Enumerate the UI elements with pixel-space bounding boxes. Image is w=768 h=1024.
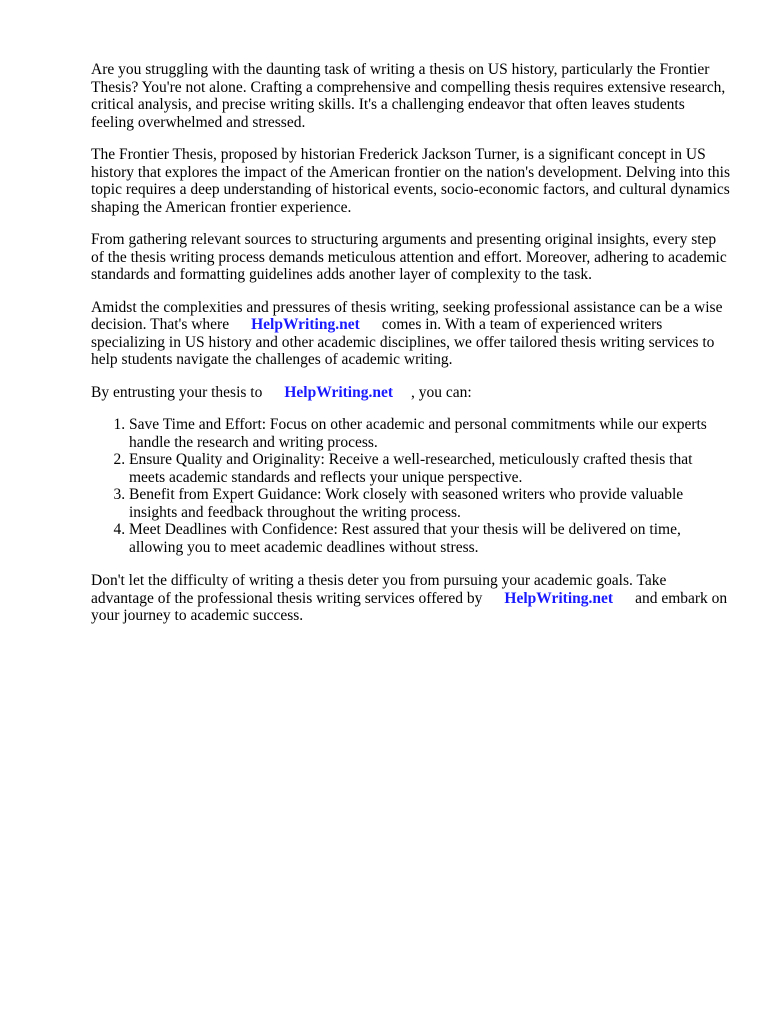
closing-text-after: and embark on your journey to academic success. [91, 589, 728, 624]
helpwriting-link[interactable]: HelpWriting.net [251, 316, 360, 333]
benefit-item: 2. Ensure Quality and Originality: Receive a well-researched, meticulously crafted thesis that meets academic standards and reflects your unique perspective. [129, 451, 731, 486]
assistance-text-after: comes in. With a team of experienced writers specializing in US history and other academic disciplines, we offer tailored thesis writing services to help students navigate the challenges of academic writing. [91, 316, 715, 368]
entrust-text-before: By entrusting your thesis to [91, 383, 263, 401]
closing-paragraph [91, 572, 731, 625]
document-body [91, 61, 731, 640]
entrust-text-after: , you can: [411, 383, 472, 401]
intro-paragraph: Are you struggling with the daunting task of writing a thesis on US history, particularly the Frontier Thesis? You're not alone. Crafting a comprehensive and compelling thesis requires extensive research, critical analysis, and precise writing skills. It's a challenging endeavor that often leaves students feeling overwhelmed and stressed. [91, 61, 726, 131]
benefit-item: 4. Meet Deadlines with Confidence: Rest assured that your thesis will be delivered on time, allowing you to meet academic deadlines without stress. [129, 521, 731, 556]
assistance-paragraph [91, 299, 731, 369]
frontier-thesis-paragraph: The Frontier Thesis, proposed by historian Frederick Jackson Turner, is a significant concept in US history that explores the impact of the American frontier on the nation's development. Delving into this topic requires a deep understanding of historical events, socio-economic factors, and cultural dynamics shaping the American frontier experience. [91, 146, 731, 216]
process-paragraph: From gathering relevant sources to structuring arguments and presenting original insights, every step of the thesis writing process demands meticulous attention and effort. Moreover, adhering to academic standards and formatting guidelines adds another layer of complexity to the task. [91, 231, 727, 283]
helpwriting-link[interactable]: HelpWriting.net [284, 383, 394, 401]
benefit-item: 3. Benefit from Expert Guidance: Work closely with seasoned writers who provide valuable insights and feedback throughout the writing process. [129, 486, 731, 521]
benefit-item: 1. Save Time and Effort: Focus on other academic and personal commitments while our experts handle the research and writing process. [129, 416, 731, 451]
benefits-list [91, 416, 731, 556]
assistance-text-before: Amidst the complexities and pressures of thesis writing, seeking professional assistance can be a wise decision. That's where [91, 298, 723, 333]
closing-text-before: Don't let the difficulty of writing a thesis deter you from pursuing your academic goals. Take advantage of the professional thesis writing services offered by [91, 572, 667, 607]
helpwriting-link[interactable]: HelpWriting.net [504, 589, 614, 607]
entrust-paragraph [91, 384, 731, 402]
